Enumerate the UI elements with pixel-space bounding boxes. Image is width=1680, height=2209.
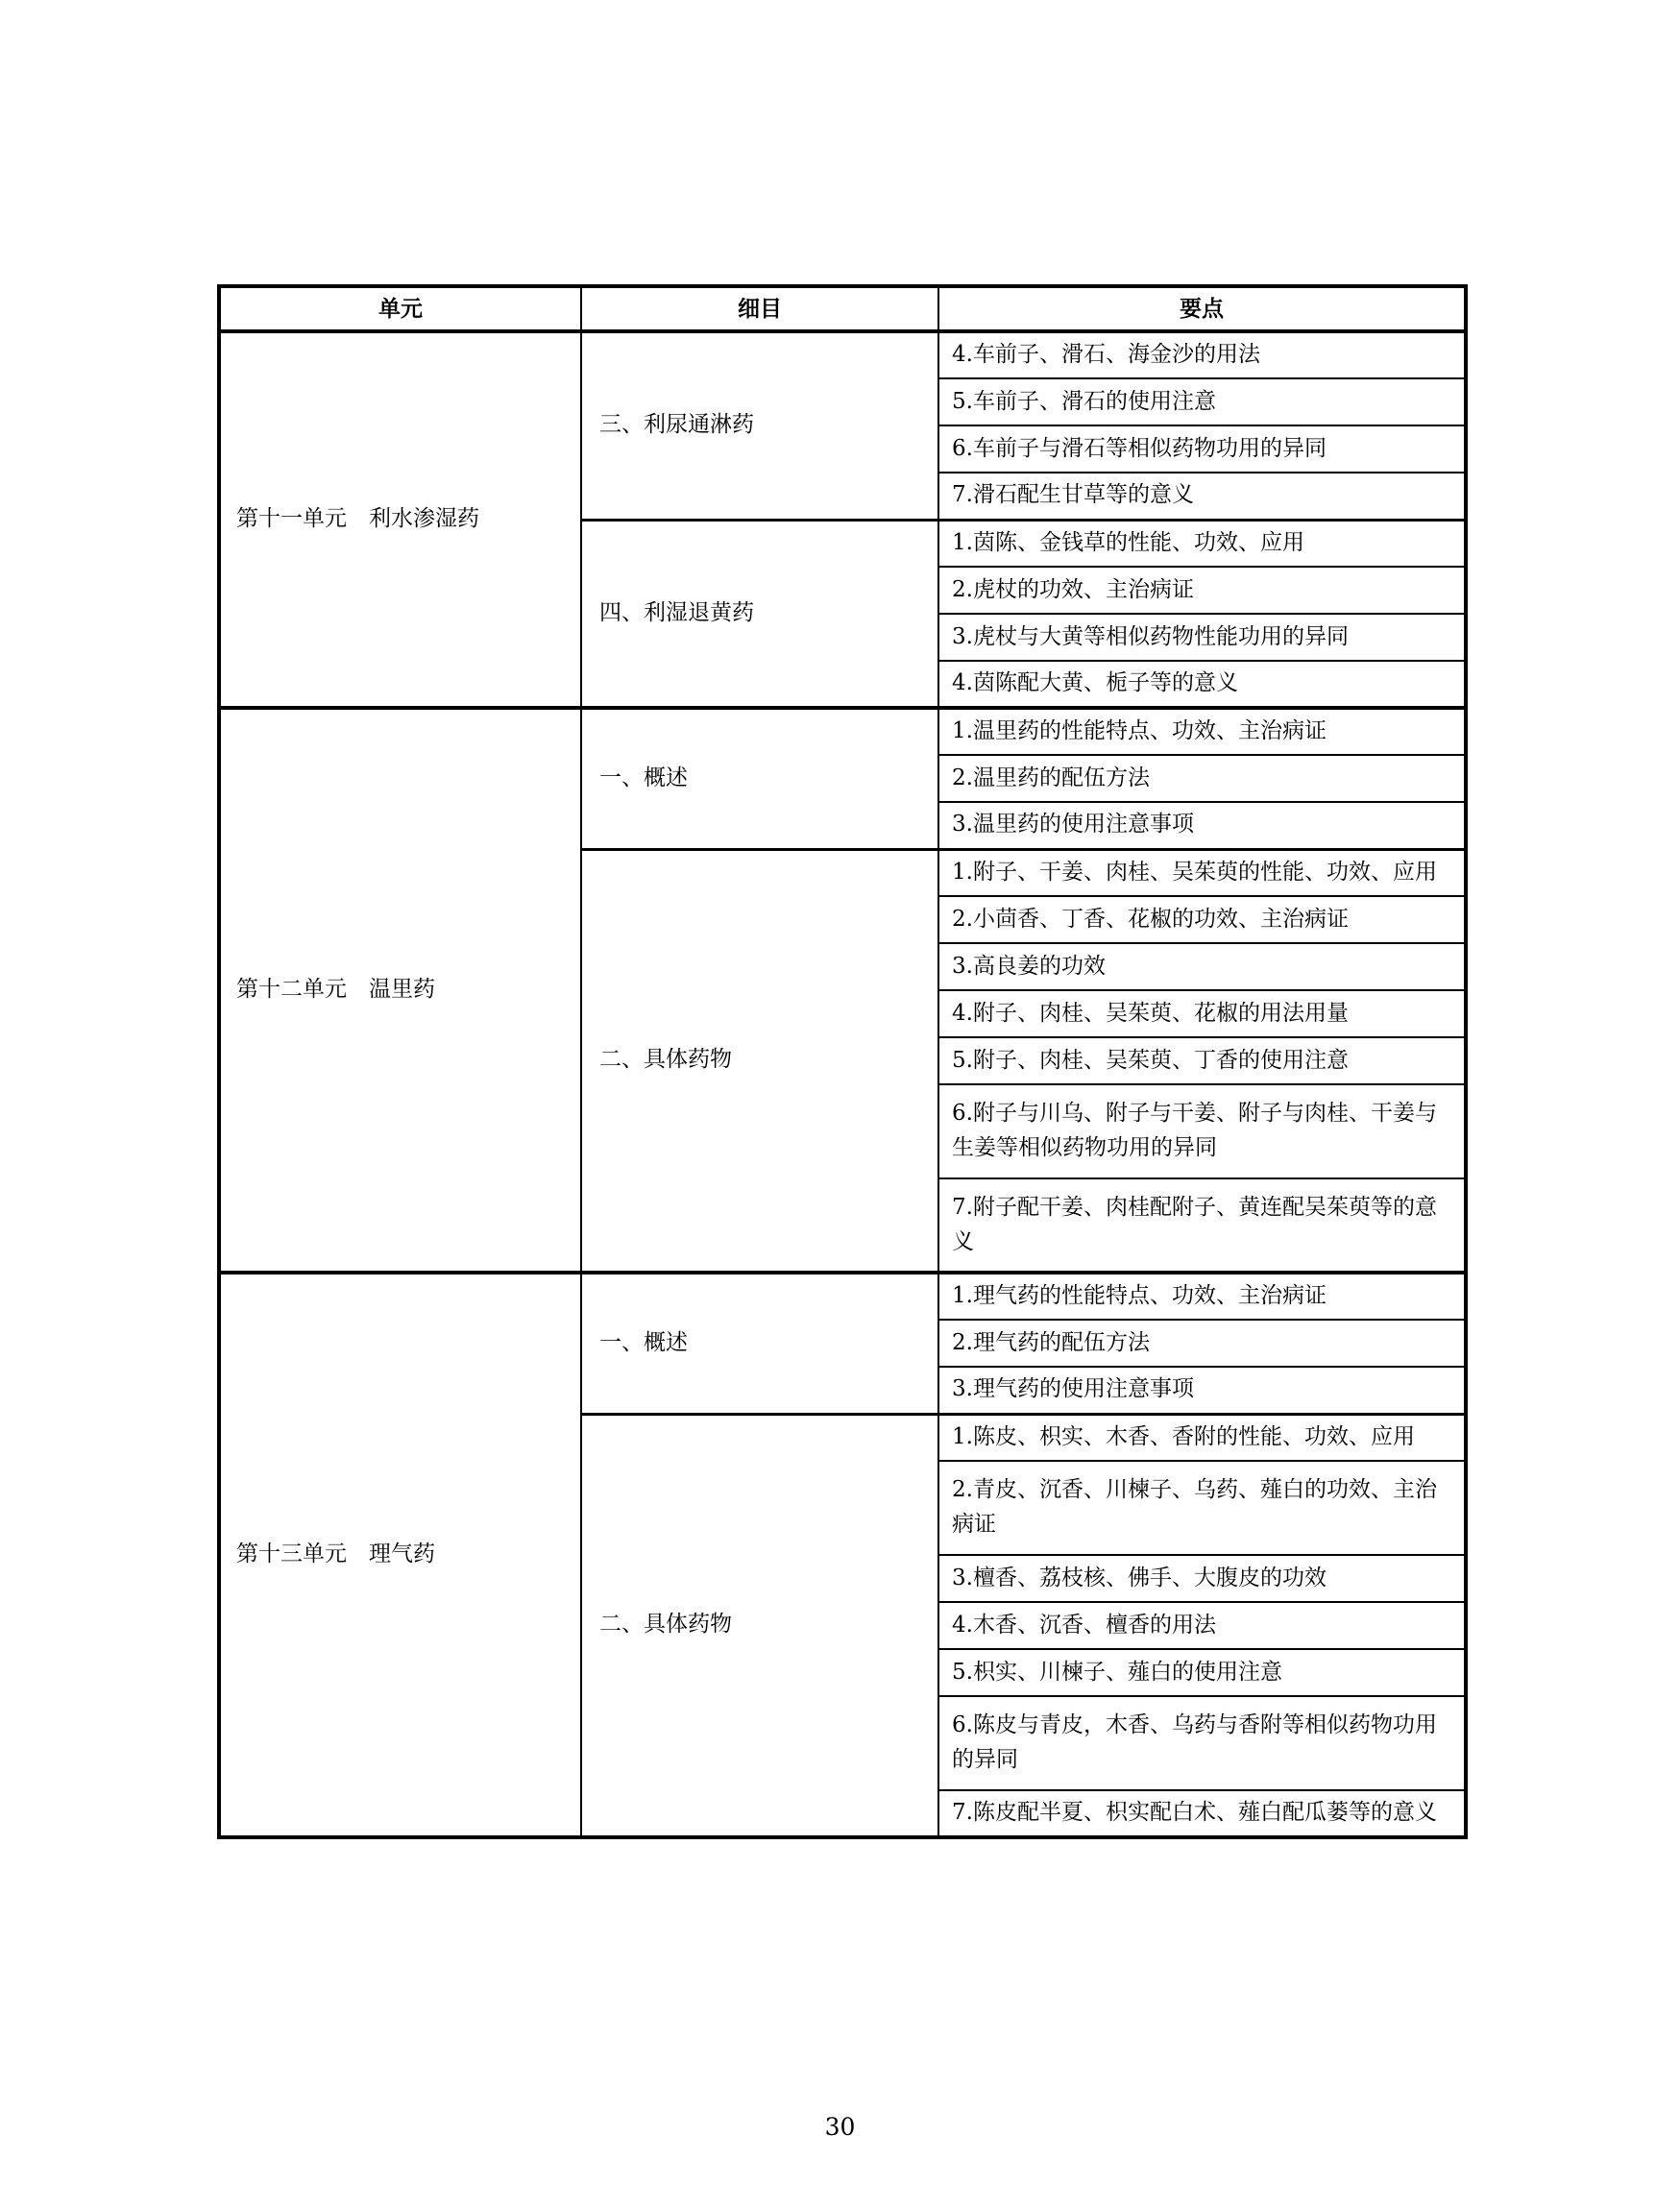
point-cell: 1.温里药的性能特点、功效、主治病证 [938,708,1466,755]
column-header-unit: 单元 [219,286,581,331]
subsection-cell: 四、利湿退黄药 [581,520,938,708]
point-cell: 5.附子、肉桂、吴茱萸、丁香的使用注意 [938,1037,1466,1084]
point-cell: 1.茵陈、金钱草的性能、功效、应用 [938,520,1466,567]
point-cell: 4.茵陈配大黄、栀子等的意义 [938,661,1466,708]
point-cell: 3.檀香、荔枝核、佛手、大腹皮的功效 [938,1555,1466,1602]
point-cell: 4.车前子、滑石、海金沙的用法 [938,331,1466,378]
point-cell: 2.温里药的配伍方法 [938,755,1466,802]
subsection-cell: 一、概述 [581,1273,938,1414]
table-header-row [219,286,1466,331]
point-cell: 1.陈皮、枳实、木香、香附的性能、功效、应用 [938,1414,1466,1461]
unit-cell: 第十一单元 利水渗湿药 [219,331,581,708]
point-cell: 7.陈皮配半夏、枳实配白术、薤白配瓜蒌等的意义 [938,1790,1466,1837]
point-cell: 2.虎杖的功效、主治病证 [938,567,1466,614]
page-number: 30 [824,2113,856,2141]
subsection-cell: 二、具体药物 [581,1414,938,1837]
table-row [219,708,1466,755]
unit-cell: 第十三单元 理气药 [219,1273,581,1837]
column-header-keypoints: 要点 [938,286,1466,331]
syllabus-table [217,284,1468,1839]
point-cell: 3.虎杖与大黄等相似药物性能功用的异同 [938,614,1466,661]
point-cell: 3.高良姜的功效 [938,943,1466,990]
subsection-cell: 三、利尿通淋药 [581,331,938,520]
point-cell: 2.理气药的配伍方法 [938,1320,1466,1367]
column-header-subsection: 细目 [581,286,938,331]
point-cell: 2.小茴香、丁香、花椒的功效、主治病证 [938,896,1466,943]
point-cell: 1.理气药的性能特点、功效、主治病证 [938,1273,1466,1320]
subsection-cell: 二、具体药物 [581,849,938,1273]
point-cell: 7.滑石配生甘草等的意义 [938,473,1466,520]
point-cell: 3.温里药的使用注意事项 [938,802,1466,849]
point-cell: 5.车前子、滑石的使用注意 [938,378,1466,425]
point-cell: 7.附子配干姜、肉桂配附子、黄连配吴茱萸等的意义 [938,1178,1466,1273]
point-cell: 6.车前子与滑石等相似药物功用的异同 [938,425,1466,473]
point-cell: 4.木香、沉香、檀香的用法 [938,1602,1466,1649]
table-row [219,331,1466,378]
subsection-cell: 一、概述 [581,708,938,849]
table-row [219,1273,1466,1320]
point-cell: 5.枳实、川楝子、薤白的使用注意 [938,1649,1466,1696]
unit-cell: 第十二单元 温里药 [219,708,581,1273]
point-cell: 6.陈皮与青皮，木香、乌药与香附等相似药物功用的异同 [938,1696,1466,1790]
point-cell: 3.理气药的使用注意事项 [938,1367,1466,1414]
point-cell: 6.附子与川乌、附子与干姜、附子与肉桂、干姜与生姜等相似药物功用的异同 [938,1084,1466,1178]
point-cell: 1.附子、干姜、肉桂、吴茱萸的性能、功效、应用 [938,849,1466,896]
point-cell: 2.青皮、沉香、川楝子、乌药、薤白的功效、主治病证 [938,1461,1466,1555]
point-cell: 4.附子、肉桂、吴茱萸、花椒的用法用量 [938,990,1466,1037]
